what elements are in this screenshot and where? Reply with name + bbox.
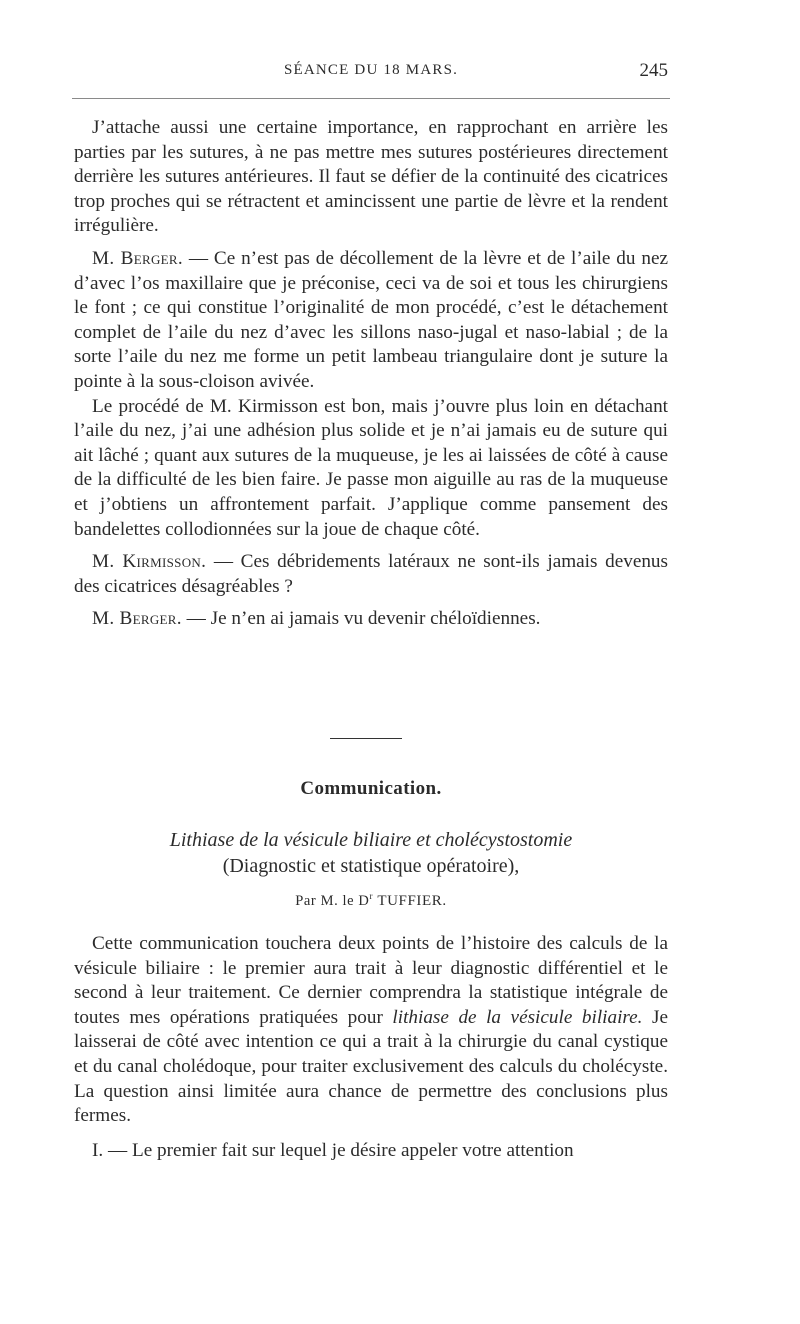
article-title: Lithiase de la vésicule biliaire et cholécystostomie — [169, 829, 573, 851]
discussion-block — [74, 116, 668, 632]
header-rule — [72, 98, 670, 99]
paragraph: Le procédé de M. Kirmisson est bon, mais j’ouvre plus loin en détachant l’aile du nez, j’ai une adhésion plus solide et je n’ai jamais eu de suture qui ait lâché ; quant aux sutures de la muqueuse, je les ai laissées de côté à cause de la difficulté de les bien faire. Je passe mon aiguille au ras de la muqueuse et j’obtiens un affrontement parfait. J’applique comme pansement des bandelettes collodionnées sur la joue de chaque côté. — [74, 395, 668, 540]
page-number: 245 — [639, 60, 668, 81]
emphasis-text: lithiase de la vésicule biliaire. — [392, 1006, 643, 1028]
speaker-name: M. Berger. — [92, 247, 183, 269]
paragraph — [74, 932, 668, 1129]
byline-superscript: r — [369, 891, 374, 901]
speaker-name: M. Kirmisson. — [92, 551, 207, 573]
paragraph-text: — Ces débridements latéraux ne sont-ils jamais devenus des cicatrices désagréables ? — [74, 551, 668, 597]
paragraph — [74, 247, 668, 395]
byline-prefix: Par M. le D — [295, 892, 370, 909]
speaker-name: M. Berger. — [92, 608, 182, 630]
section-separator — [330, 738, 402, 739]
paragraph-text: Cette communication touchera deux points de l’histoire des calculs de la vésicule biliaire : le premier aura trait à leur diagnostic différentiel et le second à leur traitement. Ce dernier comprendra la statistique intégrale de toutes mes opérations pratiquées pour — [74, 933, 668, 1028]
paragraph — [74, 550, 668, 599]
paragraph: I. — Le premier fait sur lequel je désire appeler votre attention — [92, 1139, 574, 1161]
communication-body — [74, 932, 668, 1163]
section-heading: Communication. — [300, 778, 442, 799]
paragraph-text: Je laisserai de côté avec intention ce qui a trait à la chirurgie du canal cystique et du canal cholédoque, pour traiter exclusivement des calculs du cholécyste. La question ainsi limitée aura chance de permettre des conclusions plus fermes. — [74, 1006, 669, 1127]
author-name: TUFFIER. — [377, 892, 447, 909]
byline — [72, 891, 670, 910]
paragraph-text: — Ce n’est pas de décollement de la lèvre et de l’aile du nez d’avec l’os maxillaire que je préconise, ceci va de soi et tous les chirurgiens le font ; ce qui constitue l’originalité de mon procédé, c’est le détachement complet de l’aile du nez d’avec les sillons naso-jugal et naso-labial ; de la sorte l’aile du nez me forme un petit lambeau triangulaire dont je suture la pointe à la sous-cloison avivée. — [74, 247, 668, 392]
article-subtitle: (Diagnostic et statistique opératoire), — [222, 855, 520, 877]
paragraph-text: — Je n’en ai jamais vu devenir chéloïdiennes. — [181, 608, 541, 630]
paragraph: J’attache aussi une certaine importance, en rapprochant en arrière les parties par les sutures, à ne pas mettre mes sutures postérieures directement derrière les sutures antérieures. Il faut se défier de la continuité des cicatrices trop proches qui se rétractent et amincissent une partie de lèvre et la rendent irrégulière. — [74, 117, 668, 237]
running-title: SÉANCE DU 18 MARS. — [283, 62, 459, 78]
paragraph — [74, 607, 668, 632]
running-head — [72, 62, 670, 88]
